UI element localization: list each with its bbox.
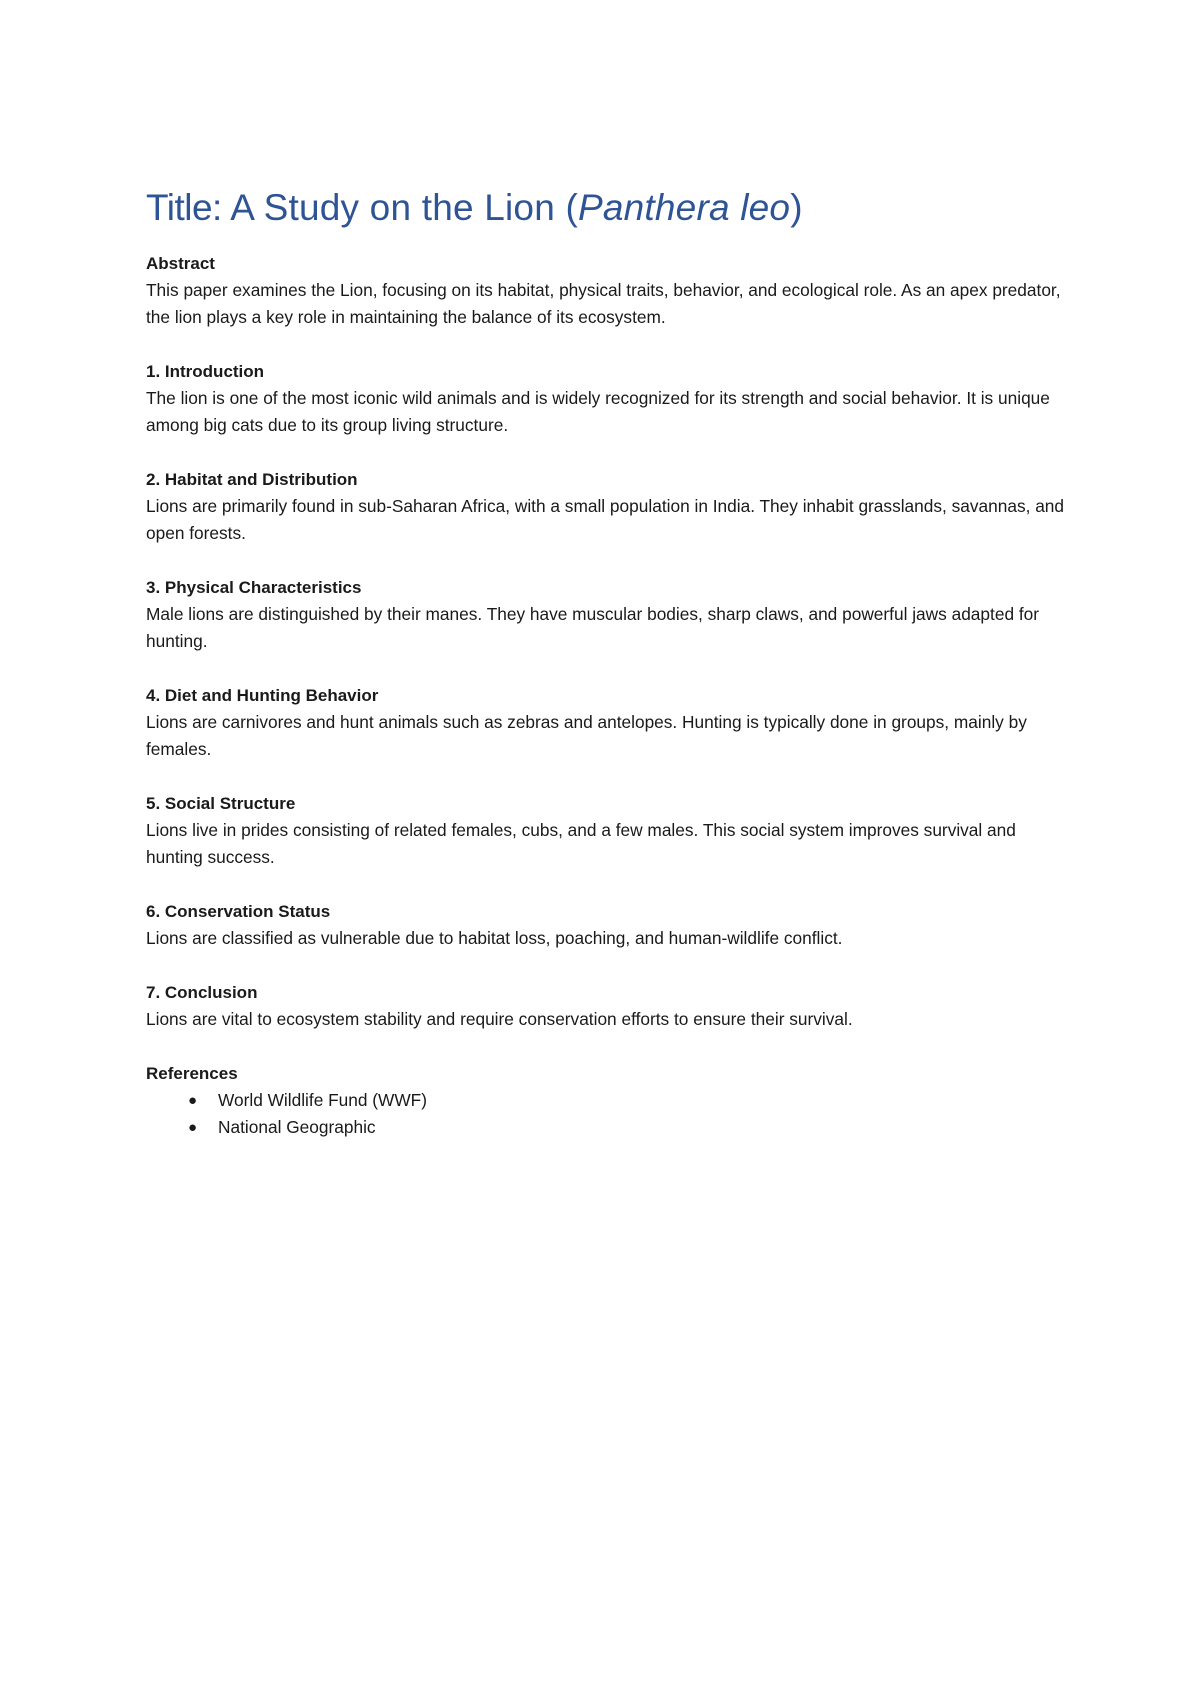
section-heading: 2. Habitat and Distribution: [146, 470, 358, 489]
list-item: [146, 1087, 1066, 1114]
section-body: Lions are carnivores and hunt animals such as zebras and antelopes. Hunting is typically done in groups, mainly by females.: [146, 712, 1027, 759]
section-body: The lion is one of the most iconic wild animals and is widely recognized for its strength and social behavior. It is unique among big cats due to its group living structure.: [146, 388, 1050, 435]
section-diet: [146, 682, 1066, 763]
section-heading: 5. Social Structure: [146, 794, 296, 813]
section-body: Male lions are distinguished by their manes. They have muscular bodies, sharp claws, and powerful jaws adapted for hunting.: [146, 604, 1040, 651]
section-physical: [146, 574, 1066, 655]
section-abstract: [146, 250, 1066, 331]
section-habitat: [146, 466, 1066, 547]
section-conservation: [146, 898, 1066, 952]
section-heading: 6. Conservation Status: [146, 902, 331, 921]
section-body: Lions are vital to ecosystem stability and require conservation efforts to ensure their survival.: [146, 1009, 853, 1029]
list-item: [146, 1114, 1066, 1141]
section-body: Lions are classified as vulnerable due to habitat loss, poaching, and human-wildlife conflict.: [146, 928, 843, 948]
section-introduction: [146, 358, 1066, 439]
section-heading: 3. Physical Characteristics: [146, 578, 362, 597]
reference-text: World Wildlife Fund (WWF): [218, 1090, 427, 1110]
section-heading: Abstract: [146, 254, 215, 273]
title-text: A Study on the Lion (: [230, 187, 578, 228]
title-close: ): [790, 187, 803, 228]
document-page: [146, 184, 1066, 1168]
title-label: Title:: [146, 187, 222, 228]
bullet-icon: ●: [188, 1119, 198, 1136]
references-list: [146, 1087, 1066, 1141]
reference-text: National Geographic: [218, 1117, 376, 1137]
section-social: [146, 790, 1066, 871]
section-body: Lions live in prides consisting of related females, cubs, and a few males. This social system improves survival and hunting success.: [146, 820, 1016, 867]
section-body: Lions are primarily found in sub-Saharan Africa, with a small population in India. They inhabit grasslands, savannas, and open forests.: [146, 496, 1065, 543]
section-heading: 1. Introduction: [146, 362, 265, 381]
references-heading: References: [146, 1064, 238, 1083]
section-body: This paper examines the Lion, focusing on its habitat, physical traits, behavior, and ecological role. As an apex predator, the lion plays a key role in maintaining the balance of its ecosystem.: [146, 280, 1061, 327]
section-references: [146, 1060, 1066, 1141]
section-heading: 4. Diet and Hunting Behavior: [146, 686, 379, 705]
page-title: [146, 184, 1066, 232]
section-heading: 7. Conclusion: [146, 983, 258, 1002]
section-conclusion: [146, 979, 1066, 1033]
bullet-icon: ●: [188, 1092, 198, 1109]
title-species: Panthera leo: [577, 187, 791, 228]
